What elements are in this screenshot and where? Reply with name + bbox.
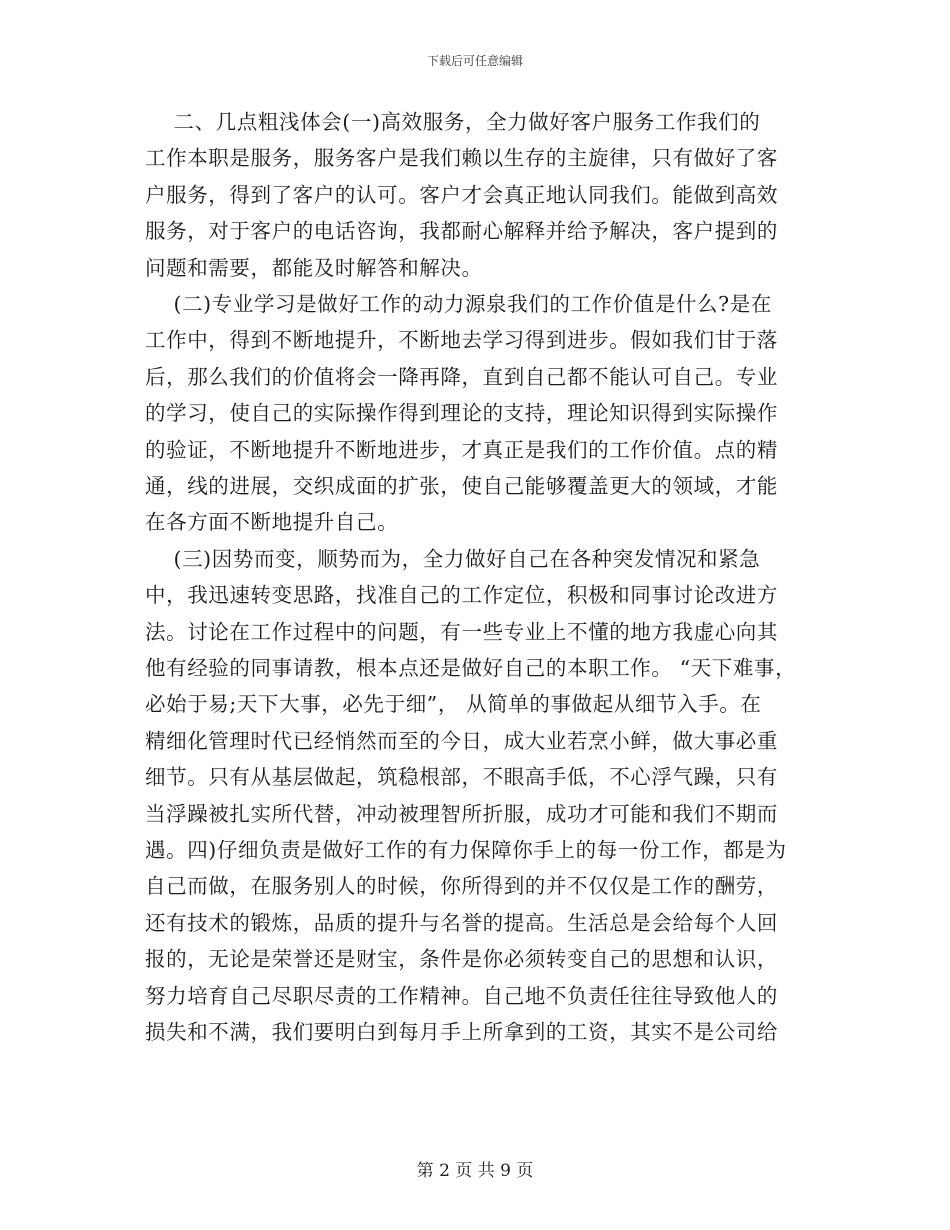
text-line: 精细化管理时代已经悄然而至的今日，成大业若烹小鲜，做大事必重	[145, 728, 778, 753]
text-line: 通，线的进展，交织成面的扩张，使自己能够覆盖更大的领域，才能	[145, 474, 778, 498]
text-line: 中，我迅速转变思路，找准自己的工作定位，积极和同事讨论改进方	[145, 583, 778, 608]
text-line: 二、几点粗浅体会(一)高效服务，全力做好客户服务工作我们的	[145, 110, 761, 134]
text-line: 还有技术的锻炼，品质的提升与名誉的提高。生活总是会给每个人回	[145, 910, 778, 935]
text-line: 的验证，不断地提升不断地进步，才真正是我们的工作价值。点的精	[145, 437, 778, 462]
text-line: 损失和不满，我们要明白到每月手上所拿到的工资，其实不是公司给	[145, 1020, 778, 1044]
text-line: 问题和需要，都能及时解答和解决。	[145, 255, 483, 280]
text-line: 报的，无论是荣誉还是财宝，条件是你必须转变自己的思想和认识，	[145, 947, 778, 972]
text-line: 的学习，使自己的实际操作得到理论的支持，理论知识得到实际操作	[145, 401, 778, 426]
text-line: 他有经验的同事请教，根本点还是做好自己的本职工作。 “天下难事，	[145, 656, 797, 680]
text-line: 服务，对于客户的电话咨询，我都耐心解释并给予解决，客户提到的	[145, 219, 778, 244]
text-line: 当浮躁被扎实所代替，冲动被理智所折服，成功才可能和我们不期而	[145, 801, 778, 826]
text-line: (三)因势而变，顺势而为，全力做好自己在各种突发情况和紧急	[145, 546, 761, 571]
text-line: 户服务，得到了客户的认可。客户才会真正地认同我们。能做到高效	[145, 182, 778, 207]
text-line: 后，那么我们的价值将会一降再降，直到自己都不能认可自己。专业	[145, 364, 778, 389]
text-line: (二)专业学习是做好工作的动力源泉我们的工作价值是什么?是在	[145, 292, 772, 316]
text-line: 努力培育自己尽职尽责的工作精神。自己地不负责任往往导致他人的	[145, 983, 778, 1008]
text-line: 工作中，得到不断地提升，不断地去学习得到进步。假如我们甘于落	[145, 328, 778, 353]
text-line: 工作本职是服务，服务客户是我们赖以生存的主旋律，只有做好了客	[145, 146, 778, 171]
text-line: 必始于易;天下大事，必先于细”， 从简单的事做起从细节入手。在	[145, 692, 762, 717]
text-line: 遇。四)仔细负责是做好工作的有力保障你手上的每一份工作，都是为	[145, 838, 787, 862]
text-line: 在各方面不断地提升自己。	[145, 510, 399, 535]
page-footer: 第 2 页 共 9 页	[416, 1161, 534, 1181]
page-header: 下载后可任意编辑	[426, 54, 523, 68]
text-line: 自己而做，在服务别人的时候，你所得到的并不仅仅是工作的酬劳，	[145, 874, 778, 899]
text-line: 细节。只有从基层做起，筑稳根部，不眼高手低，不心浮气躁，只有	[145, 765, 778, 790]
text-line: 法。讨论在工作过程中的问题，有一些专业上不懂的地方我虚心向其	[145, 619, 778, 644]
